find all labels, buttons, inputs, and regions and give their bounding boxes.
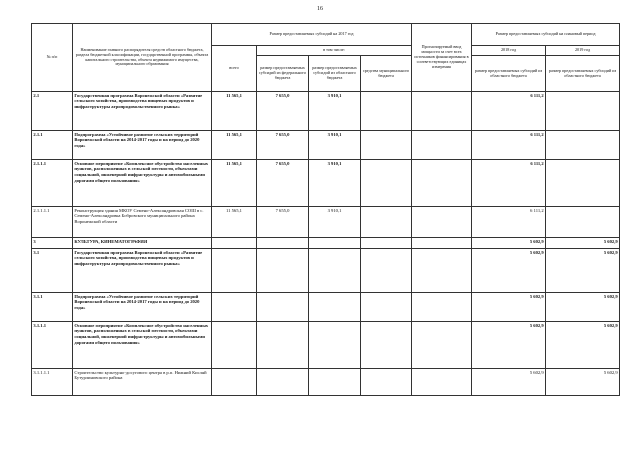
header-2019-sub: размер предоставляемых субсидий из областного бюджета: [546, 56, 620, 92]
table-row: [32, 160, 620, 207]
cell-2019: 5 602,9: [546, 369, 620, 396]
cell-federal: [257, 369, 309, 396]
row-number: 3.1: [32, 249, 73, 293]
row-name: Подпрограмма «Устойчивое развитие сельских территорий Воронежской области на 2014-2017 годы и на период до 2020 года»: [73, 293, 212, 322]
cell-2018: 5 602,9: [472, 322, 546, 369]
cell-capacity: [412, 249, 472, 293]
cell-municipal: [361, 207, 412, 238]
cell-municipal: [361, 160, 412, 207]
cell-capacity: [412, 369, 472, 396]
row-number: 3.1.1.1.1: [32, 369, 73, 396]
cell-regional: [309, 322, 361, 369]
cell-2019: [546, 131, 620, 160]
cell-capacity: [412, 92, 472, 131]
row-name: Строительство культурно-досугового центра в р.п. Нижний Кисляй Бутурлиновского района: [73, 369, 212, 396]
header-including: в том числе:: [257, 46, 412, 56]
cell-municipal: [361, 293, 412, 322]
cell-total: 11 565,1: [212, 160, 257, 207]
cell-total: 11 565,1: [212, 131, 257, 160]
cell-2019: 5 602,9: [546, 293, 620, 322]
cell-total: [212, 322, 257, 369]
row-name: Подпрограмма «Устойчивое развитие сельских территорий Воронежской области на 2014-2017 годы и на период до 2020 года»: [73, 131, 212, 160]
cell-municipal: [361, 92, 412, 131]
cell-federal: [257, 322, 309, 369]
header-2017: Размер предоставляемых субсидий на 2017 год: [212, 24, 412, 46]
cell-federal: 7 655,0: [257, 207, 309, 238]
cell-municipal: [361, 322, 412, 369]
table-row: [32, 293, 620, 322]
cell-2018: 5 602,9: [472, 369, 546, 396]
cell-2018: 6 111,2: [472, 92, 546, 131]
header-federal: размер предоставляемых субсидий из федерального бюджета: [257, 56, 309, 92]
row-number: 2.1.1.1: [32, 160, 73, 207]
cell-regional: [309, 249, 361, 293]
header-capacity: Прогнозируемый ввод мощности за счет всех источников финансирования в соответствующих единицах измерения: [412, 24, 472, 92]
cell-total: [212, 293, 257, 322]
cell-2019: [546, 92, 620, 131]
cell-regional: [309, 369, 361, 396]
row-number: 3: [32, 238, 73, 249]
cell-municipal: [361, 238, 412, 249]
subsidy-table: [31, 23, 620, 396]
cell-regional: 3 910,1: [309, 207, 361, 238]
cell-total: [212, 369, 257, 396]
cell-total: [212, 238, 257, 249]
header-2018-sub: размер предоставляемых субсидий из областного бюджета: [472, 56, 546, 92]
row-name: Реконструкция здания МКОУ Семено-Александровская СОШ в с. Семено-Александровка Бобровского муниципального района Воронежской области: [73, 207, 212, 238]
cell-capacity: [412, 322, 472, 369]
row-number: 3.1.1: [32, 293, 73, 322]
row-name: Основное мероприятие «Комплексное обустройство населенных пунктов, расположенных в сельской местности, объектами социальной, инженерной инфраструктуры и автомобильными дорогами общего пользования»: [73, 160, 212, 207]
cell-2019: 5 602,9: [546, 322, 620, 369]
cell-federal: [257, 249, 309, 293]
row-number: 2.1.1.1.1: [32, 207, 73, 238]
row-number: 2.1.1: [32, 131, 73, 160]
cell-2018: 6 111,2: [472, 131, 546, 160]
cell-federal: 7 655,0: [257, 92, 309, 131]
cell-capacity: [412, 238, 472, 249]
cell-regional: [309, 293, 361, 322]
header-regional: размер предоставляемых субсидий из областного бюджета: [309, 56, 361, 92]
header-2019: 2019 год: [546, 46, 620, 56]
header-plan: Размер предоставляемых субсидий на плановый период: [472, 24, 620, 46]
table-row: [32, 207, 620, 238]
row-name: Государственная программа Воронежской области «Развитие сельского хозяйства, производства пищевых продуктов и инфраструктуры агропродовольственного рынка»: [73, 92, 212, 131]
cell-regional: 3 910,1: [309, 92, 361, 131]
table-row: [32, 92, 620, 131]
cell-total: [212, 249, 257, 293]
cell-federal: [257, 238, 309, 249]
cell-municipal: [361, 369, 412, 396]
header-2018: 2018 год: [472, 46, 546, 56]
cell-capacity: [412, 131, 472, 160]
cell-2018: 5 602,9: [472, 238, 546, 249]
cell-regional: 3 910,1: [309, 131, 361, 160]
cell-2018: 6 111,2: [472, 207, 546, 238]
row-name: Государственная программа Воронежской области «Развитие сельского хозяйства, производства пищевых продуктов и инфраструктуры агропродовольственного рынка»: [73, 249, 212, 293]
cell-capacity: [412, 160, 472, 207]
table-row: [32, 131, 620, 160]
cell-2018: 5 602,9: [472, 293, 546, 322]
cell-2018: 6 111,2: [472, 160, 546, 207]
cell-federal: [257, 293, 309, 322]
cell-2018: 5 602,9: [472, 249, 546, 293]
cell-regional: 3 910,1: [309, 160, 361, 207]
header-total: всего: [212, 46, 257, 92]
header-number: № п/п: [32, 24, 73, 92]
cell-regional: [309, 238, 361, 249]
cell-capacity: [412, 207, 472, 238]
cell-federal: 7 655,0: [257, 131, 309, 160]
cell-capacity: [412, 293, 472, 322]
page-number: 16: [317, 6, 323, 12]
row-number: 2.1: [32, 92, 73, 131]
cell-2019: [546, 207, 620, 238]
cell-municipal: [361, 249, 412, 293]
table-row: [32, 369, 620, 396]
cell-total: 11 565,1: [212, 207, 257, 238]
cell-2019: 5 602,9: [546, 249, 620, 293]
row-number: 3.1.1.1: [32, 322, 73, 369]
row-name: КУЛЬТУРА, КИНЕМАТОГРАФИЯ: [73, 238, 212, 249]
cell-municipal: [361, 131, 412, 160]
header-municipal: средства муниципального бюджета: [361, 56, 412, 92]
header-name: Наименование главного распорядителя средств областного бюджета, раздела бюджетной классификации, государственной программы, объекта капитального строительства, объекта недвижимого имущества, муниципального образования: [73, 24, 212, 92]
table-row: [32, 322, 620, 369]
table-row: [32, 249, 620, 293]
cell-2019: [546, 160, 620, 207]
cell-2019: 5 602,9: [546, 238, 620, 249]
cell-federal: 7 655,0: [257, 160, 309, 207]
cell-total: 11 565,1: [212, 92, 257, 131]
table-row: [32, 238, 620, 249]
row-name: Основное мероприятие «Комплексное обустройство населенных пунктов, расположенных в сельской местности, объектами социальной, инженерной инфраструктуры и автомобильными дорогами общего пользования»: [73, 322, 212, 369]
